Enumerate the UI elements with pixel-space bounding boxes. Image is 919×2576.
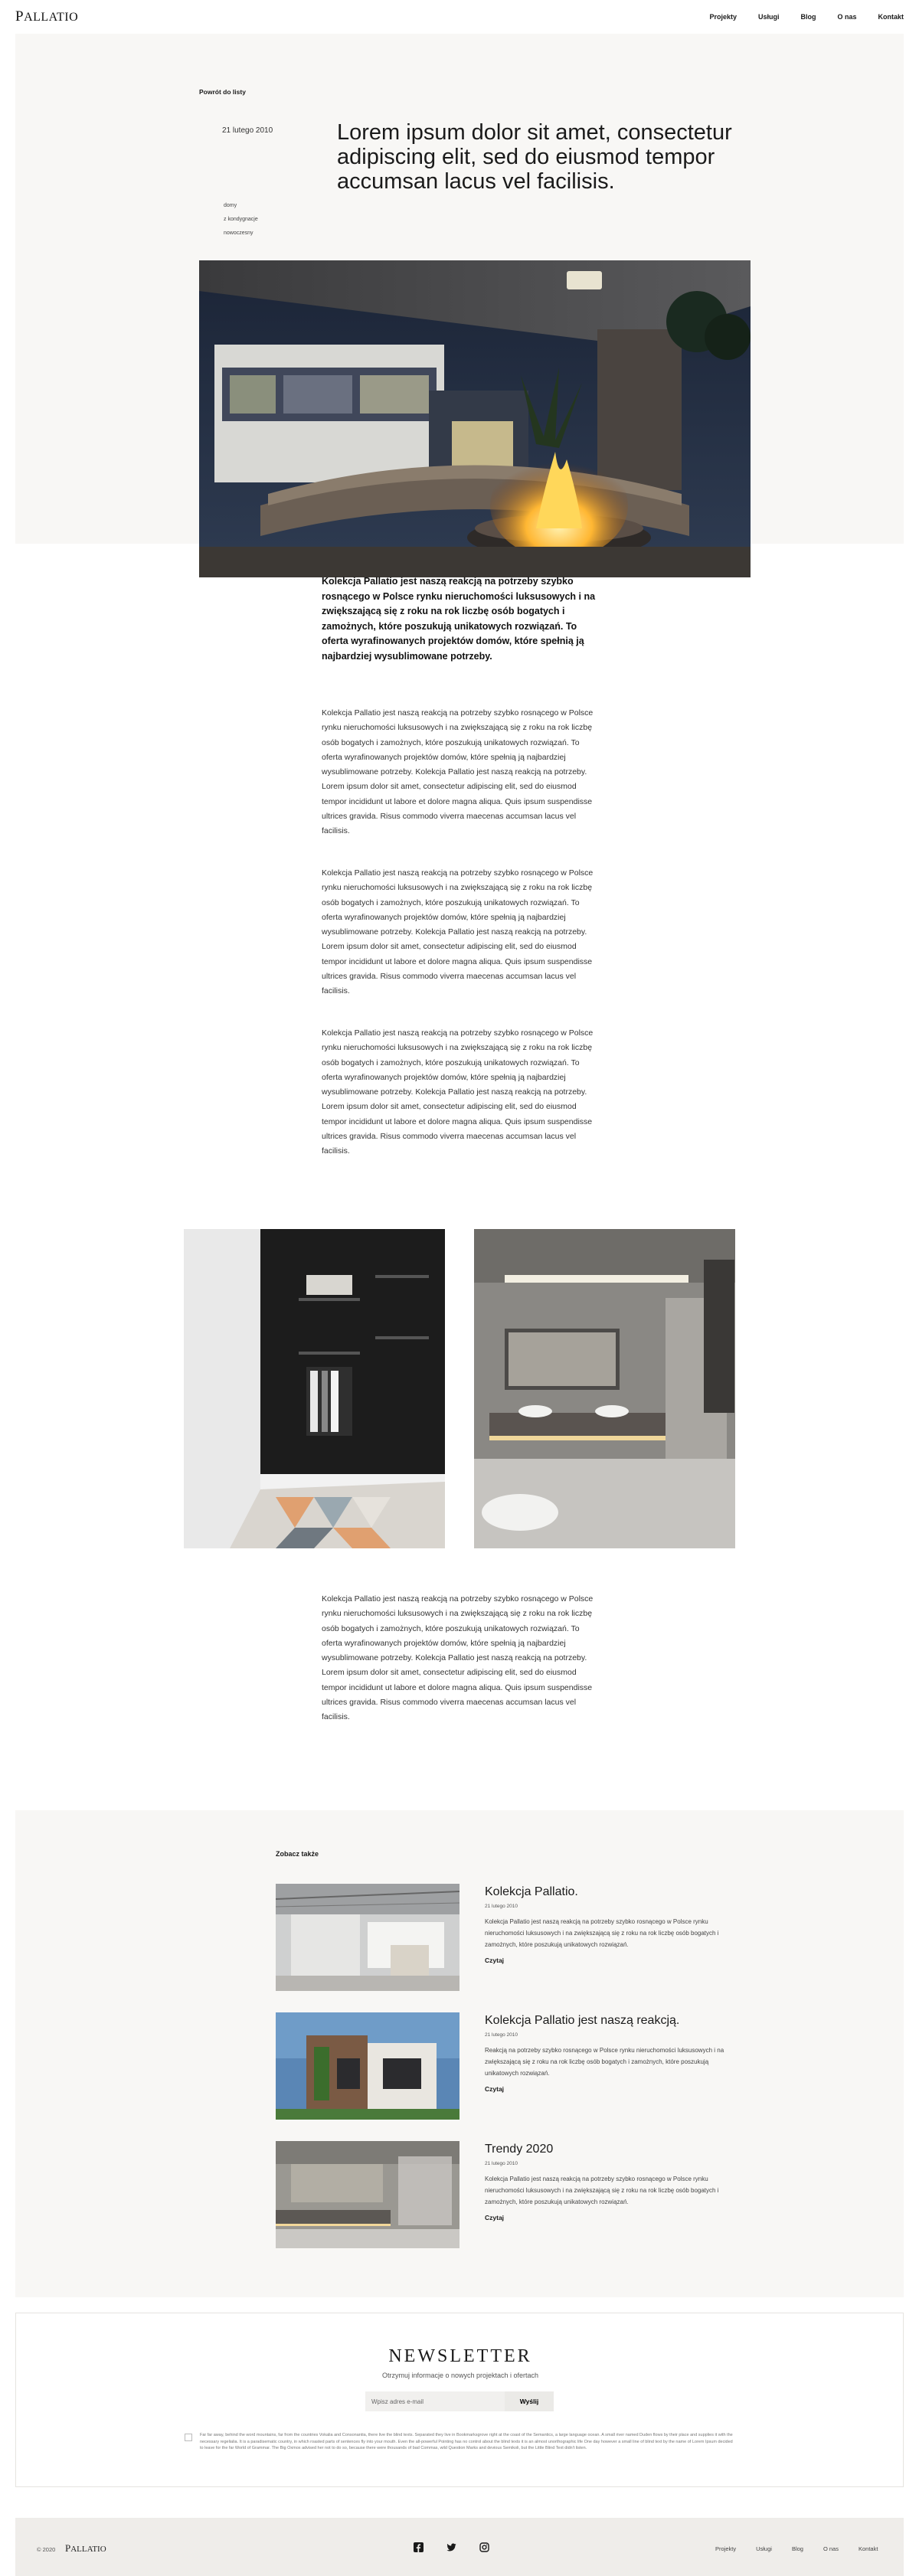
article-paragraph: Kolekcja Pallatio jest naszą reakcją na potrzeby szybko rosnącego w Polsce rynku nieruchomości luksusowych i na zwiększającą się z roku na rok liczbę osób bogatych i zamożnych, które poszukują unikatowych rozwiązań. To oferta wyrafinowanych projektów domów, które spełnią ją najbardziej wysublimowane potrzeby. Kolekcja Pallatio jest naszą reakcją na potrzeby. Lorem ipsum dolor sit amet, consectetur adipiscing elit, sed do eiusmod tempor incididunt ut labore et dolore magna aliqua. Quis ipsum suspendisse ultrices gravida. Risus commodo viverra maecenas accumsan lacus vel facilisis. <box>322 708 594 836</box>
consent-text: Far far away, behind the word mountains, far from the countries Vokalia and Consonantia, there live the blind texts. Separated they live in Bookmarksgrove right at the coast of the Semantics, a large language ocean. A small river named Duden flows by their place and supplies it with the necessary regelialia. It is a paradisematic country, in which roasted parts of sentences fly into your mouth. Even the all-powerful Pointing has no control about the blind texts it is an almost unorthographic life One day however a small line of blind text by the name of Lorem Ipsum decided to leave for the far World of Grammar. The Big Oxmox advised her not to do so, because there were thousands of bad Commas, wild Question Marks and devious Semikoli, but the Little Blind Text didn't listen. <box>200 2433 733 2450</box>
footer-nav-projekty[interactable]: Projekty <box>715 2545 737 2552</box>
tag[interactable]: z kondygnacje <box>224 217 258 222</box>
social-links <box>414 2542 489 2552</box>
nav-projekty[interactable]: Projekty <box>709 13 737 21</box>
main-nav <box>709 13 904 21</box>
read-more-link[interactable]: Czytaj <box>485 2214 505 2221</box>
footer-nav-o-nas[interactable]: O nas <box>823 2545 839 2552</box>
twitter-icon[interactable] <box>446 2542 456 2552</box>
tag[interactable]: nowoczesny <box>224 230 253 236</box>
footer-nav-kontakt[interactable]: Kontakt <box>858 2545 878 2552</box>
see-also-heading: Zobacz także <box>276 1850 319 1858</box>
related-post-card <box>276 2141 719 2248</box>
footer-logo[interactable]: PALLATIO <box>65 2542 106 2554</box>
article-lead: Kolekcja Pallatio jest naszą reakcją na potrzeby szybko rosnącego w Polsce rynku nieruchomości luksusowych i na zwiększającą się z roku na rok liczbę osób bogatych i zamożnych, które poszukują unikatowych rozwiązań. To oferta wyrafinowanych projektów domów, które spełnią ją najbardziej wysublimowane potrzeby. <box>322 576 596 662</box>
footer-nav <box>715 2545 878 2552</box>
related-post-date: 21 lutego 2010 <box>485 2161 518 2166</box>
wardrobe-image <box>184 1229 445 1548</box>
related-post-title[interactable]: Trendy 2020 <box>485 2143 554 2156</box>
related-post-thumbnail[interactable] <box>276 1884 460 1991</box>
related-post-excerpt: Reakcją na potrzeby szybko rosnącego w Polsce rynku nieruchomości luksusowych i na zwiększającą się z roku na rok liczbę osób bogatych i zamożnych, które poszukują unikatowych rozwiązań. <box>485 2047 724 2077</box>
newsletter-email-input[interactable] <box>365 2391 505 2411</box>
newsletter-title: NEWSLETTER <box>388 2346 532 2366</box>
related-post-thumbnail[interactable] <box>276 2141 460 2248</box>
see-also-section <box>15 1810 904 2297</box>
site-footer <box>15 2518 904 2576</box>
nav-o-nas[interactable]: O nas <box>837 13 857 21</box>
copyright: © 2020 <box>37 2546 56 2553</box>
newsletter-subtitle: Otrzymuj informacje o nowych projektach i ofertach <box>381 2372 539 2379</box>
tag[interactable]: domy <box>224 203 237 208</box>
read-more-link[interactable]: Czytaj <box>485 2085 505 2093</box>
facebook-icon[interactable] <box>414 2542 424 2552</box>
related-post-date: 21 lutego 2010 <box>485 2032 518 2038</box>
nav-blog[interactable]: Blog <box>800 13 816 21</box>
related-post-date: 21 lutego 2010 <box>485 1904 518 1909</box>
related-post-thumbnail[interactable] <box>276 2012 460 2120</box>
related-post-title[interactable]: Kolekcja Pallatio jest naszą reakcją. <box>485 2014 680 2027</box>
site-header <box>0 0 919 34</box>
nav-kontakt[interactable]: Kontakt <box>878 13 904 21</box>
hero-panel <box>15 34 904 544</box>
consent-checkbox[interactable] <box>185 2434 192 2441</box>
related-post-title[interactable]: Kolekcja Pallatio. <box>485 1885 578 1898</box>
article-tags <box>224 199 258 240</box>
back-to-list-link[interactable]: Powrót do listy <box>199 88 246 96</box>
article-paragraph: Kolekcja Pallatio jest naszą reakcją na potrzeby szybko rosnącego w Polsce rynku nieruchomości luksusowych i na zwiększającą się z roku na rok liczbę osób bogatych i zamożnych, które poszukują unikatowych rozwiązań. To oferta wyrafinowanych projektów domów, które spełnią ją najbardziej wysublimowane potrzeby. Kolekcja Pallatio jest naszą reakcją na potrzeby. Lorem ipsum dolor sit amet, consectetur adipiscing elit, sed do eiusmod tempor incididunt ut labore et dolore magna aliqua. Quis ipsum suspendisse ultrices gravida. Risus commodo viverra maecenas accumsan lacus vel facilisis. <box>322 1594 594 1722</box>
article-paragraph: Kolekcja Pallatio jest naszą reakcją na potrzeby szybko rosnącego w Polsce rynku nieruchomości luksusowych i na zwiększającą się z roku na rok liczbę osób bogatych i zamożnych, które poszukują unikatowych rozwiązań. To oferta wyrafinowanych projektów domów, które spełnią ją najbardziej wysublimowane potrzeby. Kolekcja Pallatio jest naszą reakcją na potrzeby. Lorem ipsum dolor sit amet, consectetur adipiscing elit, sed do eiusmod tempor incididunt ut labore et dolore magna aliqua. Quis ipsum suspendisse ultrices gravida. Risus commodo viverra maecenas accumsan lacus vel facilisis. <box>322 1028 594 1156</box>
logo[interactable]: PALLATIO <box>15 8 79 25</box>
related-post-card <box>276 2012 724 2120</box>
instagram-icon[interactable] <box>479 2542 489 2552</box>
related-post-excerpt: Kolekcja Pallatio jest naszą reakcją na potrzeby szybko rosnącego w Polsce rynku nieruchomości luksusowych i na zwiększającą się z roku na rok liczbę osób bogatych i zamożnych, które poszukują unikatowych rozwiązań. <box>485 2176 719 2205</box>
read-more-link[interactable]: Czytaj <box>485 1957 505 1964</box>
bathroom-image <box>474 1229 735 1548</box>
newsletter-section <box>15 2313 904 2487</box>
hero-image <box>199 260 751 577</box>
article-paragraph: Kolekcja Pallatio jest naszą reakcją na potrzeby szybko rosnącego w Polsce rynku nieruchomości luksusowych i na zwiększającą się z roku na rok liczbę osób bogatych i zamożnych, które poszukują unikatowych rozwiązań. To oferta wyrafinowanych projektów domów, które spełnią ją najbardziej wysublimowane potrzeby. Kolekcja Pallatio jest naszą reakcją na potrzeby. Lorem ipsum dolor sit amet, consectetur adipiscing elit, sed do eiusmod tempor incididunt ut labore et dolore magna aliqua. Quis ipsum suspendisse ultrices gravida. Risus commodo viverra maecenas accumsan lacus vel facilisis. <box>322 868 594 996</box>
newsletter-submit-button[interactable]: Wyślij <box>505 2391 554 2411</box>
related-post-excerpt: Kolekcja Pallatio jest naszą reakcją na potrzeby szybko rosnącego w Polsce rynku nieruchomości luksusowych i na zwiększającą się z roku na rok liczbę osób bogatych i zamożnych, które poszukują unikatowych rozwiązań. <box>485 1918 719 1948</box>
article-date: 21 lutego 2010 <box>222 126 273 135</box>
footer-nav-blog[interactable]: Blog <box>791 2545 803 2552</box>
footer-nav-uslugi[interactable]: Usługi <box>756 2545 772 2552</box>
related-post-card <box>276 1884 719 1991</box>
article-title: Lorem ipsum dolor sit amet, consectetur adipiscing elit, sed do eiusmod tempor accumsan lacus vel facilisis. <box>337 120 732 194</box>
nav-uslugi[interactable]: Usługi <box>757 13 780 21</box>
